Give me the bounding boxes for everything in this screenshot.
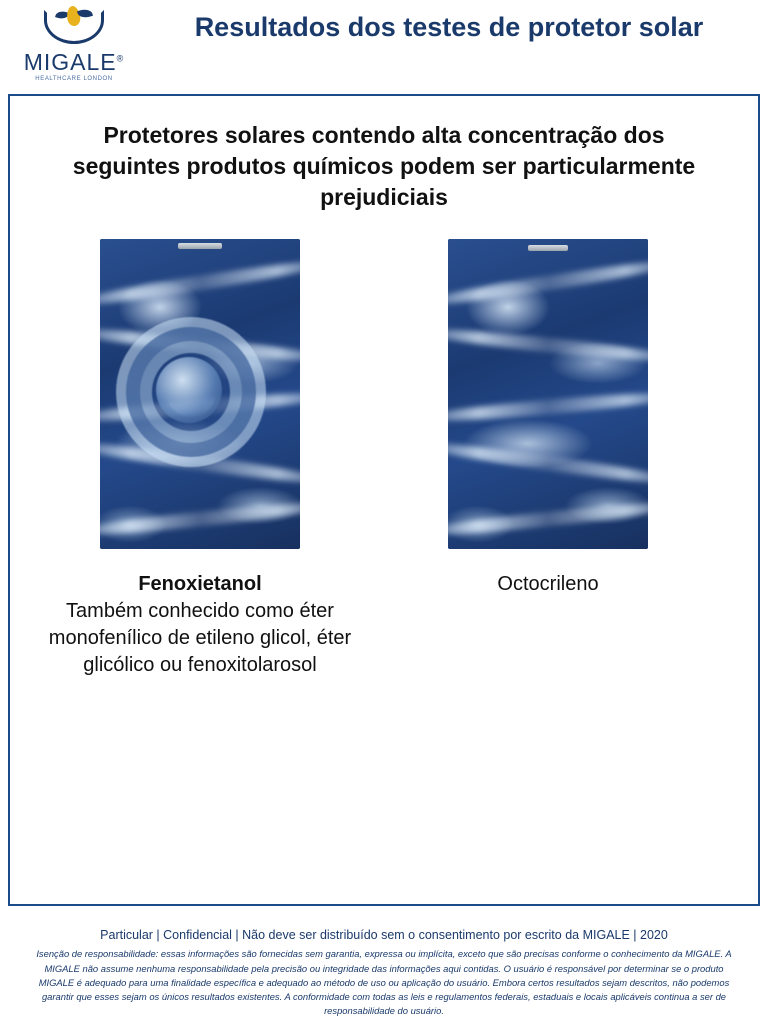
page-footer (0, 928, 768, 1018)
logo-name-text: MIGALE (23, 49, 117, 75)
sample-name: Fenoxietanol (138, 573, 262, 596)
sample-image-fenoxietanol (100, 239, 300, 549)
headline-text: Protetores solares contendo alta concentração dos seguintes produtos químicos podem ser particularmente prejudiciais (72, 122, 696, 211)
samples-row (10, 239, 758, 677)
disclaimer-text: Isenção de responsabilidade: essas informações são fornecidas sem garantia, expressa ou implícita, exceto que são precisas conforme o conhecimento da MIGALE. A MIGALE não assume nenhuma responsabilidade pela precisão ou integridade das informações aqui contidas. O usuário é responsável por determinar se o produto MIGALE é adequado para uma finalidade específica e adequado ao método de uso ou aplicação do usuário. Embora certos resultados sejam descritos, não podemos garantir que esses sejam os únicos resultados existentes. A conformidade com todas as leis e regulamentos federais, estaduais e locais aplicáveis continua a ser de responsabilidade do usuário. (36, 948, 732, 1016)
sample-caption-fenoxietanol (40, 571, 360, 679)
sample-name: Octocrileno (497, 573, 599, 596)
sample-image-octocrileno (448, 239, 648, 549)
page-header (0, 0, 768, 92)
brand-logo (14, 6, 134, 82)
logo-wordmark (14, 51, 134, 74)
clip-icon (178, 243, 222, 249)
clip-icon (528, 245, 568, 251)
logo-registered-mark: ® (116, 53, 125, 64)
sample-description: Também conhecido como éter monofenílico de etileno glicol, éter glicólico ou fenoxitolarosol (48, 600, 352, 677)
content-frame (8, 94, 760, 906)
sample-caption-octocrileno (420, 571, 676, 598)
page-title: Resultados dos testes de protetor solar (194, 12, 704, 42)
logo-mark-icon (38, 6, 110, 50)
confidentiality-notice: Particular | Confidencial | Não deve ser distribuído sem o consentimento por escrito da MIGALE | 2020 (100, 928, 668, 943)
logo-tagline: HEALTHCARE LONDON (35, 76, 113, 82)
